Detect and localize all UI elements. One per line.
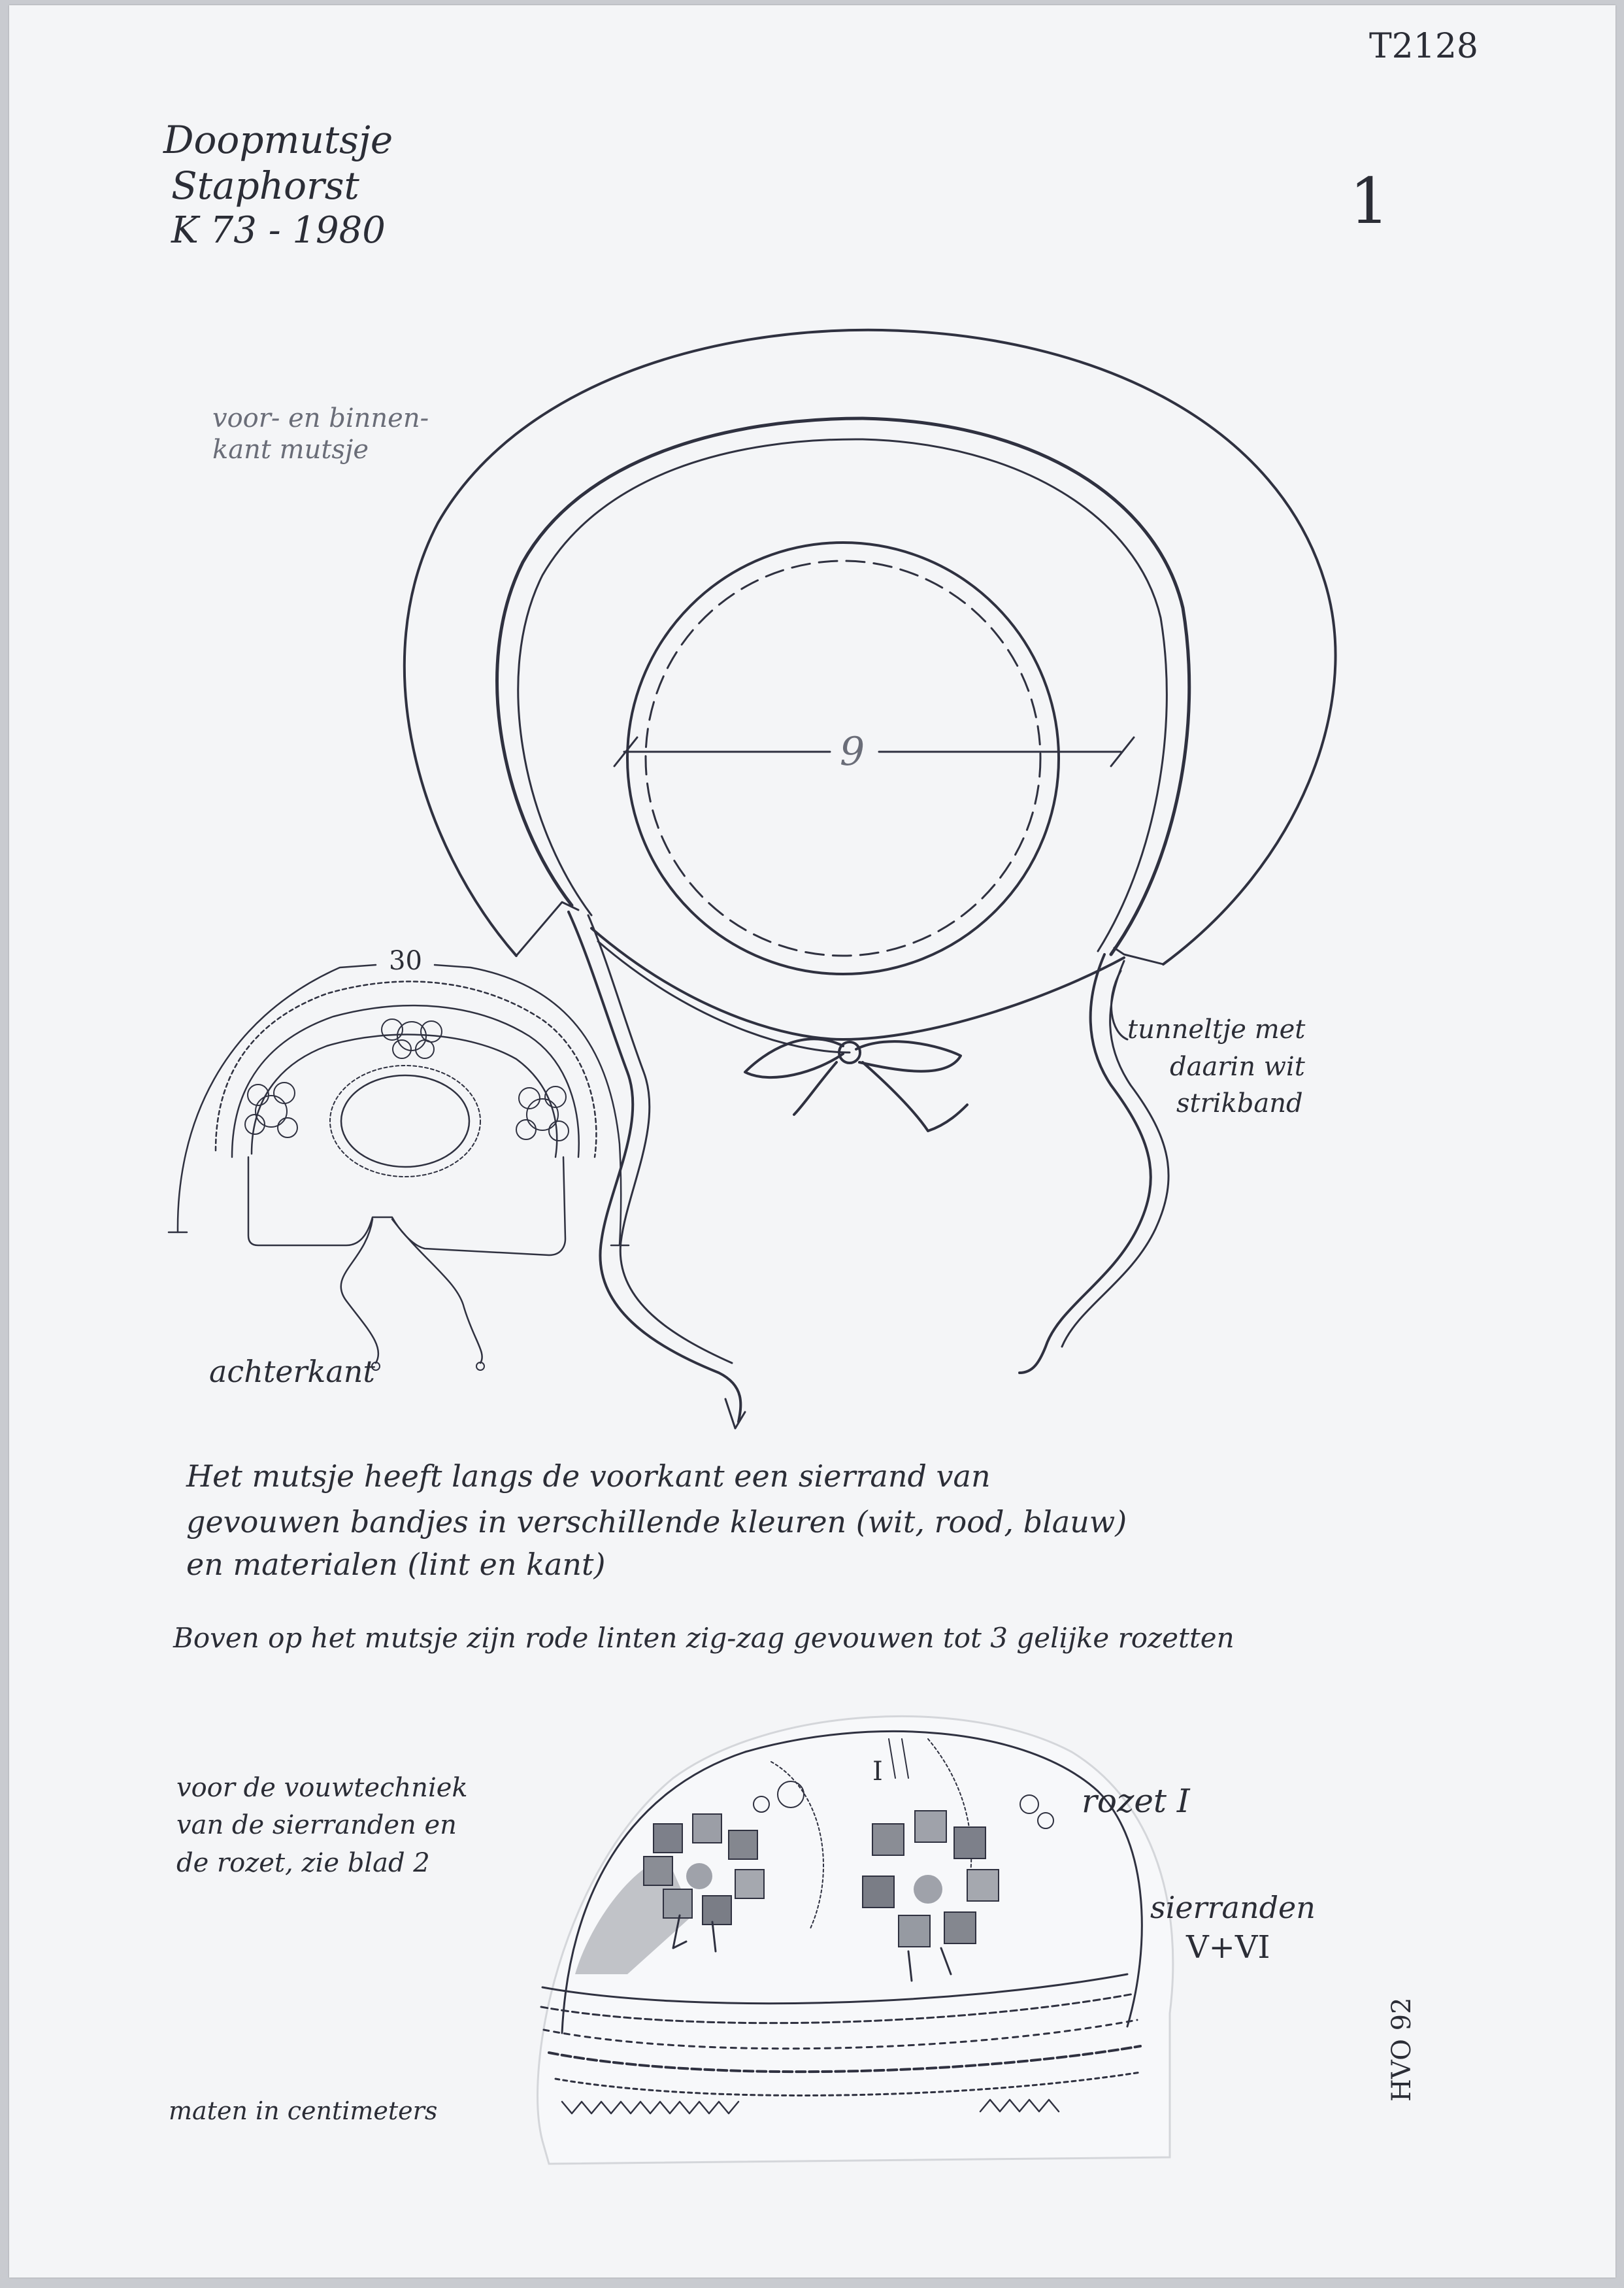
- technique-note-line-2: van de sierranden en: [176, 1810, 457, 1840]
- technique-note-line-1: voor de vouwtechniek: [176, 1773, 468, 1803]
- page-number: 1: [1350, 165, 1390, 238]
- description-line-2: gevouwen bandjes in verschillende kleuren (wit, rood, blauw): [186, 1504, 1127, 1539]
- back-view-label: achterkant: [209, 1354, 375, 1389]
- units-note: maten in centimeters: [169, 2096, 438, 2125]
- diameter-measure: 9: [840, 729, 865, 775]
- tunnel-label-line-3: strikband: [1176, 1088, 1303, 1119]
- catalog-code: T2128: [1369, 27, 1479, 66]
- description-line-1: Het mutsje heeft langs de voorkant een sierrand van: [186, 1458, 991, 1494]
- front-view-label-line-2: kant mutsje: [212, 435, 369, 465]
- title-line-number: K 73 - 1980: [171, 209, 386, 252]
- front-view-drawing: [405, 330, 1336, 1428]
- rosette-marker: I: [872, 1757, 883, 1787]
- detail-view-drawing: [538, 1716, 1173, 2164]
- back-view-drawing: [169, 965, 629, 1370]
- tunnel-label-line-2: daarin wit: [1170, 1052, 1305, 1082]
- technique-note-line-3: de rozet, zie blad 2: [176, 1848, 430, 1878]
- rosettes-line: Boven op het mutsje zijn rode linten zig-zag gevouwen tot 3 gelijke rozetten: [173, 1622, 1235, 1654]
- title-line-place: Staphorst: [171, 163, 359, 208]
- borders-numbers: V+VI: [1186, 1929, 1270, 1966]
- tunnel-label-line-1: tunneltje met: [1127, 1015, 1306, 1045]
- rosette-label: rozet I: [1082, 1782, 1190, 1820]
- title-line-name: Doopmutsje: [163, 118, 393, 162]
- back-rosette-top: [382, 1019, 442, 1058]
- description-line-3: en materialen (lint en kant): [186, 1547, 606, 1582]
- borders-label: sierranden: [1150, 1890, 1316, 1925]
- initials-mark: HVO 92: [1387, 1997, 1417, 2102]
- back-rosette-right: [516, 1086, 569, 1141]
- front-view-label-line-1: voor- en binnen-: [212, 403, 429, 433]
- back-width-measure: 30: [389, 946, 422, 976]
